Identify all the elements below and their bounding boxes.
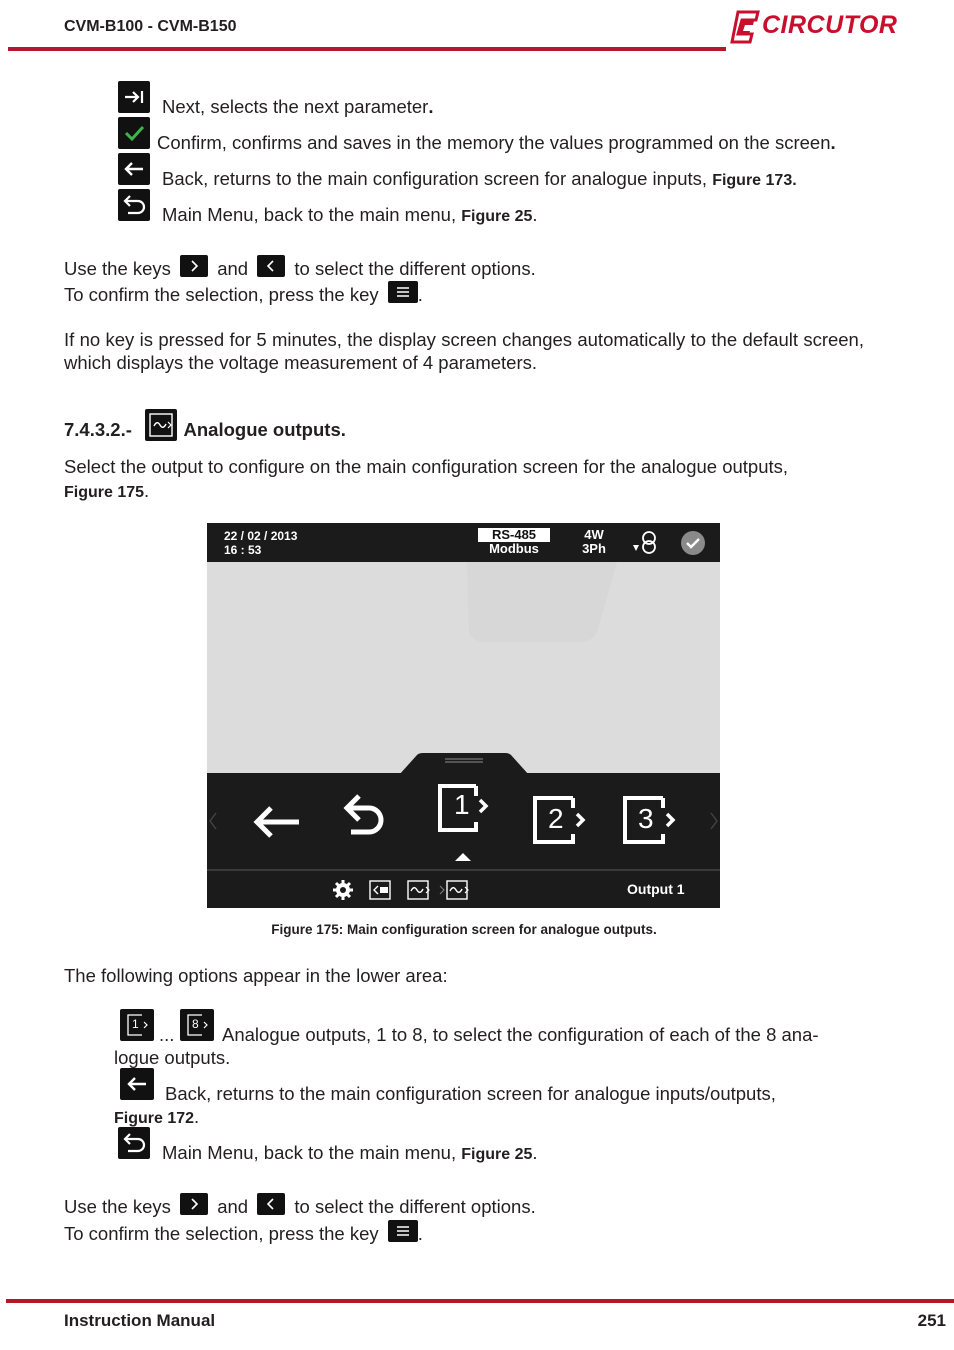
scroll-left-icon[interactable] [207, 809, 219, 833]
device-status-bar [207, 523, 720, 562]
timeout-paragraph: If no key is pressed for 5 minutes, the display screen changes automatically to the default screen, which displays the voltage measurement of 4 parameters. [64, 329, 864, 373]
back-key-icon-2 [120, 1068, 154, 1100]
device-date: 22 / 02 / 2013 [224, 529, 298, 543]
confirm-key-line-2: To confirm the selection, press the key . [64, 1220, 423, 1245]
io-config-icon [368, 879, 394, 901]
outputs-desc-cont: logue outputs. [114, 1047, 231, 1068]
analogue-io-icon [406, 879, 432, 901]
section-number: 7.4.3.2.- [64, 419, 132, 440]
back-key-desc-2-ref: Figure 172. [114, 1106, 200, 1127]
figure-caption: Figure 175: Main configuration screen for analogue outputs. [271, 922, 657, 937]
brand-name: CIRCUTOR [762, 11, 898, 39]
section-title: Analogue outputs. [183, 419, 346, 440]
device-display-area [207, 562, 720, 773]
back-key-desc-2: Back, returns to the main configuration screen for analogue inputs/outputs, [165, 1083, 776, 1104]
circutor-logo-icon [728, 9, 762, 45]
confirm-key-desc: Confirm, confirms and saves in the memory the values programmed on the screen. [157, 132, 836, 153]
confirm-key-line: To confirm the selection, press the key . [64, 281, 423, 306]
scroll-right-icon[interactable] [708, 809, 720, 833]
right-arrow-key-icon [180, 255, 208, 277]
output-1-label: 1 [454, 789, 470, 820]
current-output-label: Output 1 [627, 881, 685, 897]
back-key-icon [118, 153, 150, 185]
menu-back-key-desc-2: Main Menu, back to the main menu, Figure 25. [162, 1142, 538, 1163]
back-arrow-icon[interactable] [249, 802, 303, 842]
select-paragraph: Select the output to configure on the main configuration screen for the analogue outputs, [64, 456, 789, 477]
back-key-desc: Back, returns to the main configuration screen for analogue inputs, Figure 173. [162, 168, 797, 189]
menu-key-icon [388, 281, 418, 303]
left-arrow-key-icon [257, 1193, 285, 1215]
next-key-desc: Next, selects the next parameter. [162, 96, 434, 117]
output-key-last-label: 8 [192, 1017, 199, 1031]
output-1-key-icon [120, 1009, 154, 1041]
select-paragraph-ref: Figure 175. [64, 480, 150, 501]
figure-ref[interactable]: Figure 172 [114, 1110, 195, 1127]
footer-rule [6, 1299, 954, 1303]
use-keys-line-2: Use the keys and to select the different options. [64, 1193, 536, 1218]
output-key-first-label: 1 [132, 1017, 139, 1031]
status-check-icon [680, 530, 706, 556]
menu-back-key-desc: Main Menu, back to the main menu, Figure 25. [162, 204, 538, 225]
menu-back-key-icon [118, 189, 150, 221]
protocol-name: Modbus [489, 541, 539, 556]
protocol-badge: RS-485 [478, 528, 550, 542]
figure-ref[interactable]: Figure 25 [461, 1146, 533, 1163]
menu-key-icon [388, 1220, 418, 1242]
right-arrow-key-icon [180, 1193, 208, 1215]
selection-marker-icon [454, 852, 472, 862]
outputs-desc: Analogue outputs, 1 to 8, to select the configuration of each of the 8 ana- [222, 1024, 819, 1045]
ellipsis: ... [159, 1024, 175, 1045]
page-number: 251 [917, 1311, 946, 1330]
device-wiring [577, 528, 611, 556]
footer-label: Instruction Manual [64, 1311, 216, 1330]
device-protocol [478, 528, 550, 556]
main-menu-icon[interactable] [341, 790, 391, 846]
wiring-type: 4W [584, 527, 604, 542]
transformer-icon [631, 529, 661, 557]
figure-ref[interactable]: Figure 175 [64, 484, 145, 501]
use-keys-line: Use the keys and to select the different options. [64, 255, 536, 280]
nav-divider [207, 869, 720, 871]
options-paragraph: The following options appear in the lower area: [64, 965, 448, 986]
menu-back-key-icon-2 [118, 1127, 150, 1159]
section-heading [64, 409, 346, 441]
device-datetime [224, 529, 297, 557]
device-time: 16 : 53 [224, 543, 262, 557]
confirm-key-icon [118, 117, 150, 149]
output-2-label: 2 [548, 803, 564, 834]
output-8-key-icon [180, 1009, 214, 1041]
brand-logo [728, 8, 908, 46]
header-rule [8, 47, 726, 51]
analogue-output-current-icon [445, 879, 471, 901]
device-screen [207, 523, 720, 908]
analogue-output-icon [145, 409, 177, 441]
document-title: CVM-B100 - CVM-B150 [64, 18, 237, 35]
settings-gear-icon [332, 879, 354, 901]
output-3-label: 3 [638, 803, 654, 834]
figure-ref[interactable]: Figure 173. [712, 172, 797, 189]
wiring-phase: 3Ph [582, 541, 606, 556]
menu-tab[interactable] [399, 753, 529, 775]
figure-ref[interactable]: Figure 25 [461, 208, 533, 225]
left-arrow-key-icon [257, 255, 285, 277]
next-key-icon [118, 81, 150, 113]
